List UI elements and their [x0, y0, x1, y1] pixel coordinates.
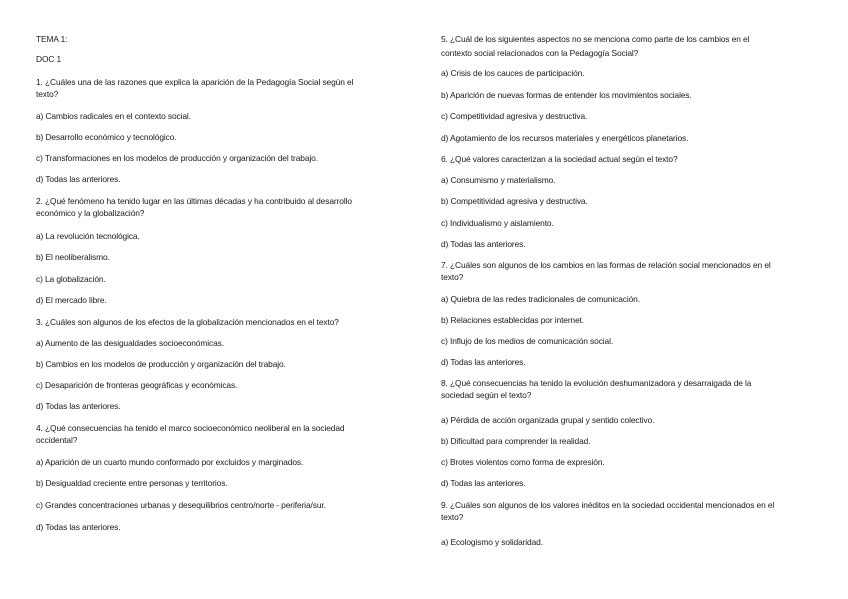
right_column-text-line: a) Quiebra de las redes tradicionales de comunicación. — [441, 294, 640, 304]
left_column-text-line: a) Aumento de las desigualdades socioeconómicas. — [36, 338, 224, 348]
right_column-text-line: 5. ¿Cuál de los siguientes aspectos no se menciona como parte de los cambios en el — [441, 34, 750, 44]
right_column-text-line: d) Todas las anteriores. — [441, 357, 526, 367]
left_column-text-line: DOC 1 — [36, 54, 62, 64]
right_column-text-line: 8. ¿Qué consecuencias ha tenido la evolución deshumanizadora y desarraigada de la — [441, 378, 752, 388]
left_column-text-line: c) Grandes concentraciones urbanas y desequilibrios centro/norte - periferia/sur. — [36, 500, 326, 510]
right_column-text-line: d) Todas las anteriores. — [441, 239, 526, 249]
left_column-text-line: d) Todas las anteriores. — [36, 174, 121, 184]
left_column-text-line: d) El mercado libre. — [36, 295, 107, 305]
left_column-text-line: TEMA 1: — [36, 34, 68, 44]
right_column-text-line: a) Consumismo y materialismo. — [441, 175, 556, 185]
left_column-text-line: d) Todas las anteriores. — [36, 522, 121, 532]
right_column-text-line: c) Competitividad agresiva y destructiva. — [441, 111, 588, 121]
right_column-text-line: a) Ecologismo y solidaridad. — [441, 537, 543, 547]
right_column-text-line: a) Crisis de los cauces de participación. — [441, 68, 585, 78]
left_column-text-line: c) Transformaciones en los modelos de producción y organización del trabajo. — [36, 153, 318, 163]
left_column-text-line: 3. ¿Cuáles son algunos de los efectos de la globalización mencionados en el texto? — [36, 317, 339, 327]
right_column-text-line: texto? — [441, 272, 464, 282]
left_column-text-line: 1. ¿Cuáles una de las razones que explica la aparición de la Pedagogía Social según el — [36, 77, 354, 87]
right_column-text-line: d) Agotamiento de los recursos materiales y energéticos planetarios. — [441, 133, 689, 143]
right_column-text-line: contexto social relacionados con la Pedagogía Social? — [441, 48, 639, 58]
right_column-text-line: b) Aparición de nuevas formas de entender los movimientos sociales. — [441, 90, 692, 100]
left_column-text-line: 4. ¿Qué consecuencias ha tenido el marco socioeconómico neoliberal en la sociedad — [36, 423, 345, 433]
right_column-text-line: c) Influjo de los medios de comunicación social. — [441, 336, 614, 346]
left_column-text-line: económico y la globalización? — [36, 208, 145, 218]
left_column-text-line: b) Desigualdad creciente entre personas y territorios. — [36, 478, 228, 488]
left_column-text-line: b) El neoliberalismo. — [36, 252, 110, 262]
left_column-text-line: c) La globalización. — [36, 274, 106, 284]
right_column-text-line: sociedad según el texto? — [441, 390, 532, 400]
left_column-text-line: a) Aparición de un cuarto mundo conformado por excluidos y marginados. — [36, 457, 304, 467]
right_column-text-line: 9. ¿Cuáles son algunos de los valores inéditos en la sociedad occidental mencionados en el — [441, 500, 775, 510]
right_column-text-line: d) Todas las anteriores. — [441, 478, 526, 488]
right_column-text-line: c) Individualismo y aislamiento. — [441, 218, 554, 228]
left_column-text-line: 2. ¿Qué fenómeno ha tenido lugar en las últimas décadas y ha contribuido al desarrollo — [36, 196, 352, 206]
left_column-text-line: d) Todas las anteriores. — [36, 401, 121, 411]
left_column-text-line: texto? — [36, 89, 59, 99]
left_column-text-line: b) Cambios en los modelos de producción y organización del trabajo. — [36, 359, 286, 369]
left_column-text-line: a) La revolución tecnológica. — [36, 231, 140, 241]
left_column-text-line: b) Desarrollo económico y tecnológico. — [36, 132, 177, 142]
right_column-text-line: a) Pérdida de acción organizada grupal y sentido colectivo. — [441, 415, 655, 425]
right_column-text-line: b) Dificultad para comprender la realidad. — [441, 436, 591, 446]
right_column-text-line: b) Relaciones establecidas por internet. — [441, 315, 585, 325]
right_column-text-line: texto? — [441, 512, 464, 522]
right_column-text-line: c) Brotes violentos como forma de expresión. — [441, 457, 605, 467]
left_column-text-line: a) Cambios radicales en el contexto social. — [36, 111, 191, 121]
right_column-text-line: b) Competitividad agresiva y destructiva. — [441, 196, 588, 206]
right_column-text-line: 7. ¿Cuáles son algunos de los cambios en las formas de relación social mencionados en el — [441, 260, 771, 270]
left_column-text-line: c) Desaparición de fronteras geográficas y económicas. — [36, 380, 238, 390]
right_column-text-line: 6. ¿Qué valores caracterizan a la sociedad actual según el texto? — [441, 154, 678, 164]
left_column-text-line: occidental? — [36, 435, 78, 445]
